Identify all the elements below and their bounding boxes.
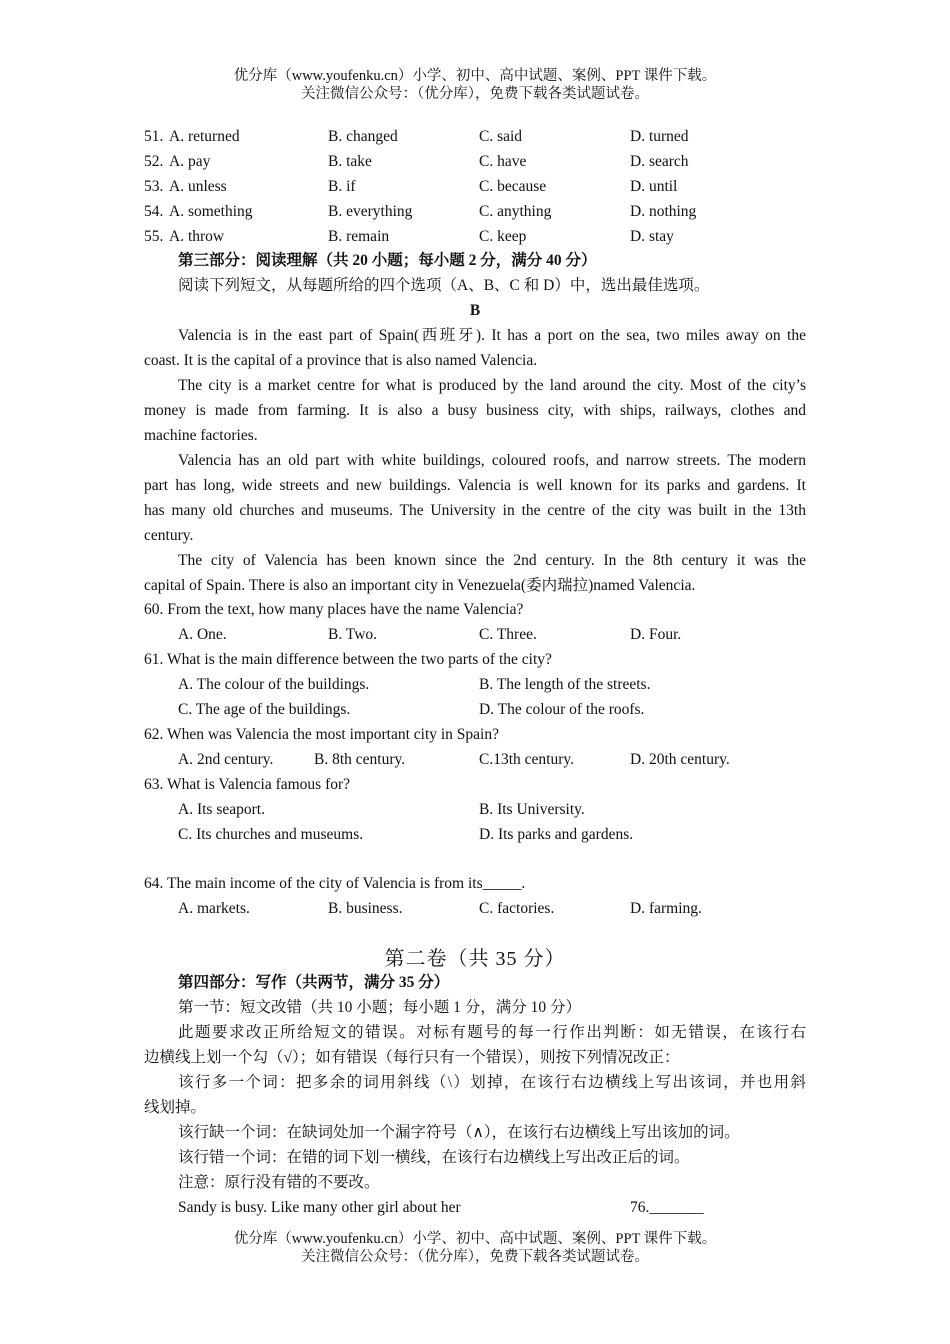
passage-line: money is made from farming. It is also a busy business city, with ships, railways, clothes and <box>144 402 806 419</box>
option-a: A. Its seaport. <box>178 801 265 818</box>
option-a: A. The colour of the buildings. <box>178 676 370 693</box>
cloze-option-c: C. because <box>479 178 547 195</box>
passage-line: The city of Valencia has been known since the 2nd century. In the 8th century it was the <box>178 552 806 569</box>
page-footer-line-2: 关注微信公众号：（优分库），免费下载各类试题试卷。 <box>301 1249 649 1265</box>
cloze-option-a: A. something <box>169 203 253 220</box>
rule-extra-word: 该行多一个词：把多余的词用斜线（\）划掉，在该行右边横线上写出该词，并也用斜 <box>178 1074 806 1091</box>
question-63-stem: 63. What is Valencia famous for? <box>144 776 351 793</box>
cloze-option-d: D. stay <box>630 228 674 245</box>
question-63-options-row2 <box>178 822 806 847</box>
option-d: D. The colour of the roofs. <box>479 701 645 718</box>
question-64-stem: 64. The main income of the city of Valencia is from its_____. <box>144 875 526 892</box>
option-c: C. Its churches and museums. <box>178 826 364 843</box>
option-d: D. 20th century. <box>630 751 730 768</box>
rule-missing-word: 该行缺一个词：在缺词处加一个漏字符号（∧），在该行右边横线上写出该加的词。 <box>178 1124 740 1141</box>
option-c: C. Three. <box>479 626 537 643</box>
cloze-option-b: B. remain <box>328 228 390 245</box>
option-d: D. farming. <box>630 900 702 917</box>
passage-label: B <box>469 302 481 319</box>
question-number: 55. <box>144 228 164 245</box>
option-a: A. One. <box>178 626 227 643</box>
cloze-option-a: A. pay <box>169 153 211 170</box>
cloze-row <box>144 199 806 224</box>
cloze-option-d: D. until <box>630 178 678 195</box>
cloze-option-a: A. throw <box>169 228 225 245</box>
part4-title: 第四部分：写作（共两节，满分 35 分） <box>178 974 450 991</box>
option-d: D. Four. <box>630 626 682 643</box>
cloze-option-b: B. if <box>328 178 356 195</box>
passage-line: Valencia is in the east part of Spain(西班牙). It has a port on the sea, two miles away on the <box>178 327 806 344</box>
cloze-option-c: C. have <box>479 153 527 170</box>
page-footer-line-1: 优分库（www.youfenku.cn）小学、初中、高中试题、案例、PPT 课件下载。 <box>233 1231 717 1247</box>
cloze-option-c: C. anything <box>479 203 552 220</box>
part3-title: 第三部分：阅读理解（共 20 小题；每小题 2 分，满分 40 分） <box>178 252 597 269</box>
cloze-option-b: B. everything <box>328 203 413 220</box>
section1-title: 第一节：短文改错（共 10 小题；每小题 1 分，满分 10 分） <box>178 999 582 1016</box>
cloze-row <box>144 149 806 174</box>
question-60-stem: 60. From the text, how many places have the name Valencia? <box>144 601 524 618</box>
option-b: B. Two. <box>328 626 378 643</box>
cloze-option-d: D. search <box>630 153 689 170</box>
rule-wrong-word: 该行错一个词：在错的词下划一横线，在该行右边横线上写出改正后的词。 <box>178 1149 690 1166</box>
cloze-option-c: C. keep <box>479 228 527 245</box>
part3-instruction: 阅读下列短文，从每题所给的四个选项（A、B、C 和 D）中，选出最佳选项。 <box>178 277 710 294</box>
option-c: C.13th century. <box>479 751 574 768</box>
cloze-row <box>144 124 806 149</box>
passage-line: machine factories. <box>144 427 258 444</box>
question-61-stem: 61. What is the main difference between the two parts of the city? <box>144 651 552 668</box>
question-62-options <box>178 747 806 772</box>
cloze-option-d: D. nothing <box>630 203 697 220</box>
question-64-options <box>178 896 806 921</box>
rule-extra-word: 线划掉。 <box>144 1099 207 1116</box>
cloze-option-a: A. unless <box>169 178 227 195</box>
passage-line: The city is a market centre for what is produced by the land around the city. Most of the city’s <box>178 377 806 394</box>
question-61-options-row1 <box>178 672 806 697</box>
cloze-option-c: C. said <box>479 128 523 145</box>
question-62-stem: 62. When was Valencia the most important city in Spain? <box>144 726 499 743</box>
question-60-options <box>178 622 806 647</box>
question-number: 52. <box>144 153 164 170</box>
page-header-line-2: 关注微信公众号：（优分库），免费下载各类试题试卷。 <box>301 86 649 102</box>
option-c: C. The age of the buildings. <box>178 701 351 718</box>
option-b: B. 8th century. <box>314 751 406 768</box>
cloze-option-a: 51. <box>144 128 164 145</box>
cloze-row <box>144 224 806 249</box>
volume2-title: 第二卷（共 35 分） <box>384 948 566 970</box>
question-number: 53. <box>144 178 164 195</box>
question-number: 54. <box>144 203 164 220</box>
cloze-option-b: B. changed <box>328 128 398 145</box>
cloze-option-d: D. turned <box>630 128 689 145</box>
option-b: B. The length of the streets. <box>479 676 651 693</box>
passage-line: Valencia has an old part with white buildings, coloured roofs, and narrow streets. The modern <box>178 452 806 469</box>
passage-line: century. <box>144 527 194 544</box>
cloze-option-a: A. returned <box>169 128 240 145</box>
option-d: D. Its parks and gardens. <box>479 826 634 843</box>
question-61-options-row2 <box>178 697 806 722</box>
correction-text: Sandy is busy. Like many other girl about her <box>178 1199 461 1216</box>
option-c: C. factories. <box>479 900 555 917</box>
cloze-row <box>144 174 806 199</box>
page-header-line-1: 优分库（www.youfenku.cn）小学、初中、高中试题、案例、PPT 课件下载。 <box>233 68 717 84</box>
question-63-options-row1 <box>178 797 806 822</box>
passage-line: has many old churches and museums. The University in the centre of the city was built in the 13th <box>144 502 806 519</box>
rule-line: 边横线上划一个勾（√）；如有错误（每行只有一个错误），则按下列情况改正： <box>144 1049 680 1066</box>
option-a: A. 2nd century. <box>178 751 274 768</box>
option-b: B. business. <box>328 900 403 917</box>
passage-line: coast. It is the capital of a province that is also named Valencia. <box>144 352 538 369</box>
correction-line-76 <box>178 1195 806 1220</box>
option-a: A. markets. <box>178 900 250 917</box>
cloze-option-b: B. take <box>328 153 372 170</box>
answer-blank-76[interactable]: 76._______ <box>630 1199 704 1216</box>
passage-line: part has long, wide streets and new buildings. Valencia is well known for its parks and gardens. It <box>144 477 806 494</box>
rule-note: 注意：原行没有错的不要改。 <box>178 1174 380 1191</box>
rule-line: 此题要求改正所给短文的错误。对标有题号的每一行作出判断：如无错误，在该行右 <box>178 1024 806 1041</box>
passage-line: capital of Spain. There is also an important city in Venezuela(委内瑞拉)named Valencia. <box>144 577 696 594</box>
option-b: B. Its University. <box>479 801 585 818</box>
